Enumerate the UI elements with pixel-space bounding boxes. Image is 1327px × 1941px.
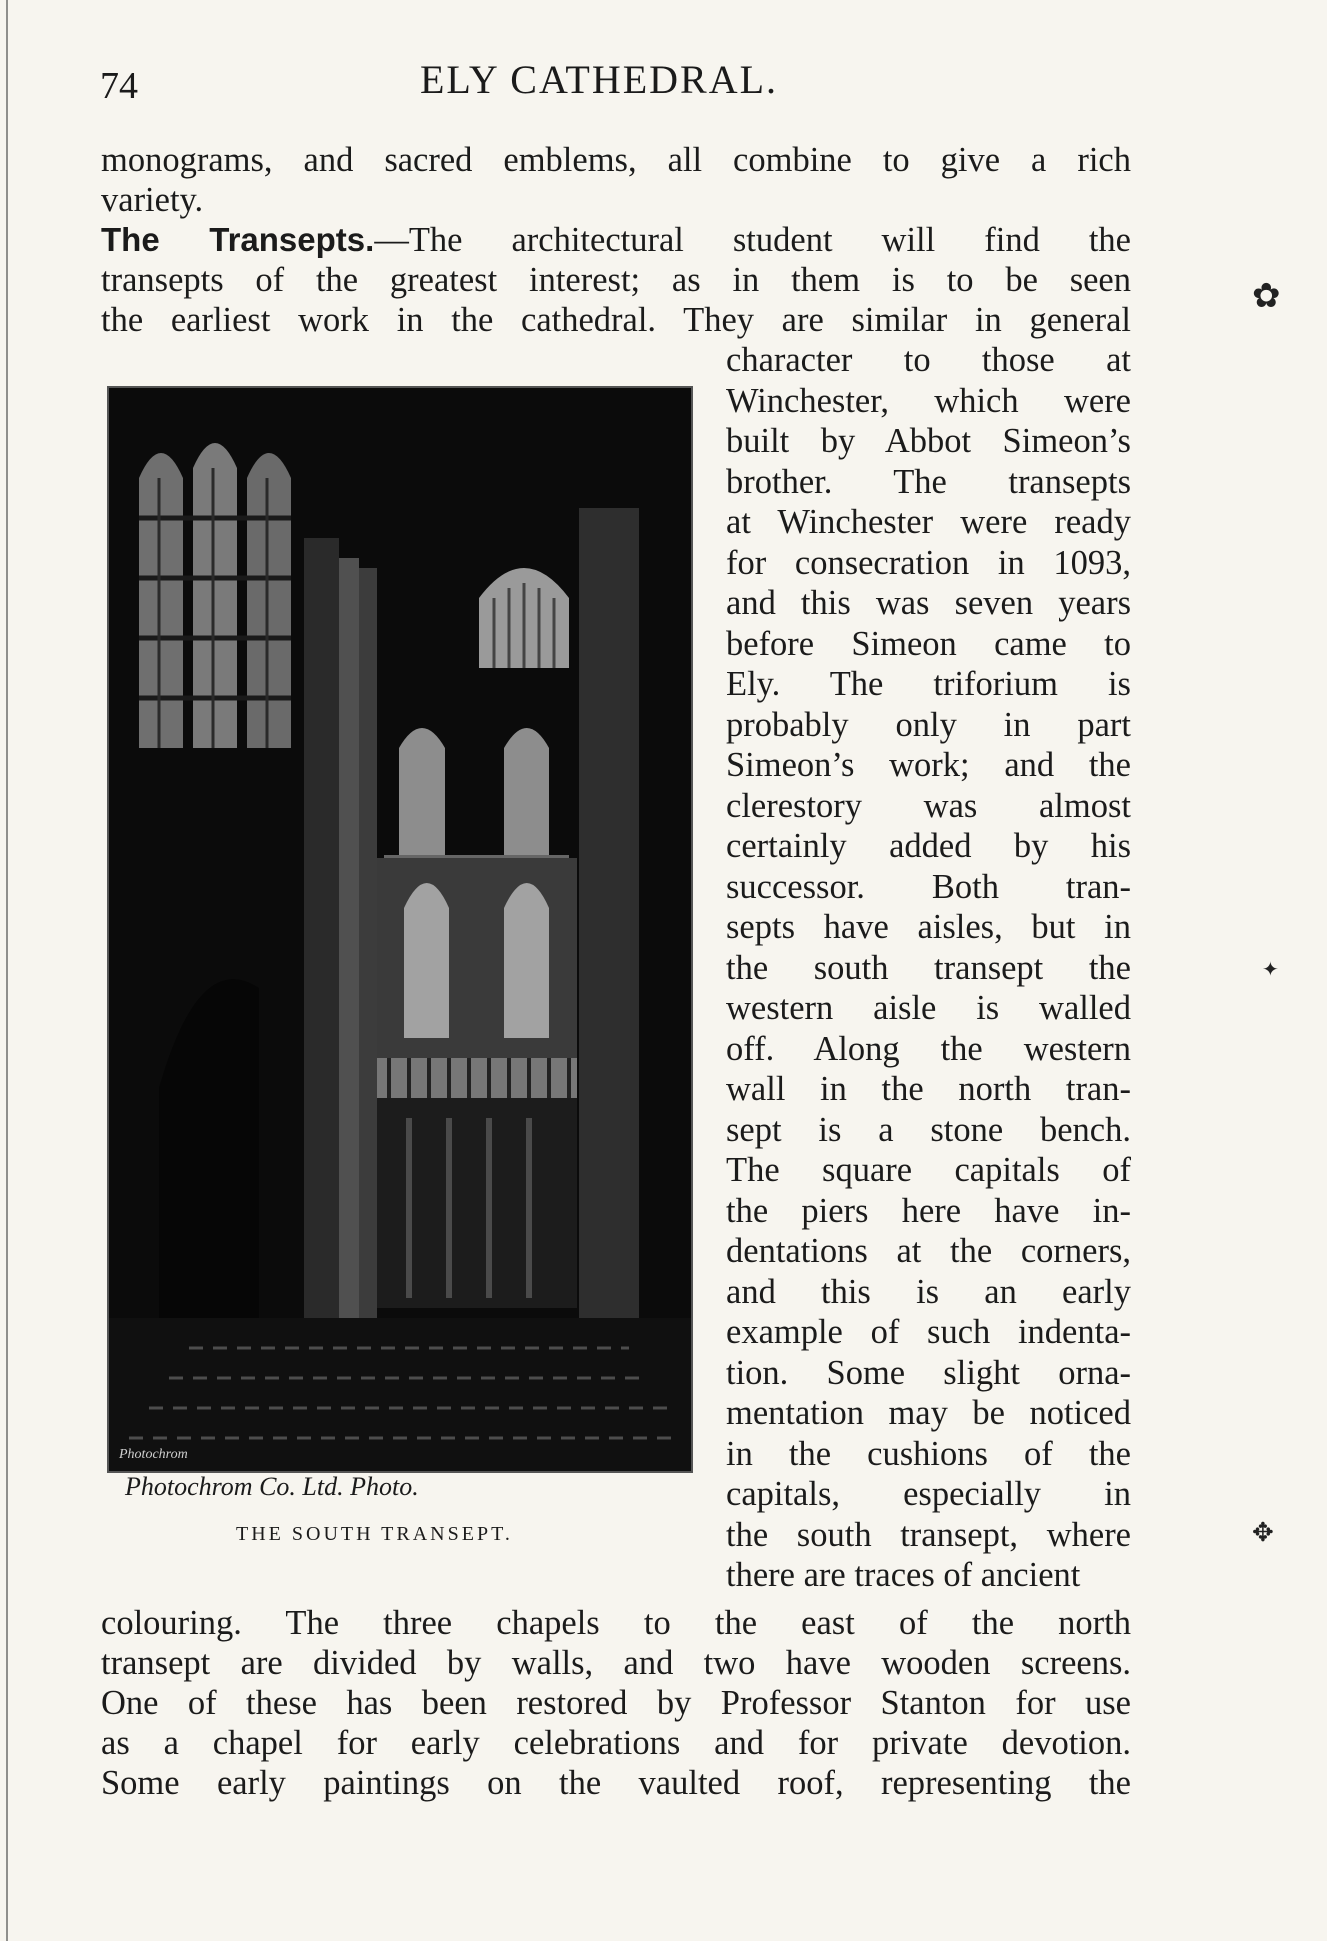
column-text-line: The square capitals of: [726, 1151, 1131, 1189]
photo-credit: Photochrom Co. Ltd. Photo.: [125, 1472, 419, 1501]
column-text-line: mentation may be noticed: [726, 1394, 1131, 1432]
column-text-line: sept is a stone bench.: [726, 1110, 1131, 1149]
column-text-line: example of such indenta-: [726, 1313, 1131, 1351]
column-text-line: the piers here have in-: [726, 1191, 1131, 1230]
page-edge: [6, 0, 8, 1941]
figure-caption: THE SOUTH TRANSEPT.: [236, 1523, 513, 1545]
margin-speck-icon: ✥: [1252, 1518, 1274, 1547]
column-text-line: and this was seven years: [726, 584, 1131, 622]
column-text-line: western aisle is walled: [726, 989, 1131, 1027]
running-title: ELY CATHEDRAL.: [420, 57, 779, 102]
section-heading: The Transepts.: [101, 221, 375, 258]
column-text-line: tion. Some slight orna-: [726, 1353, 1131, 1392]
column-text-line: septs have aisles, but in: [726, 908, 1131, 946]
column-text-line: at Winchester were ready: [726, 503, 1131, 541]
column-text-line: character to those at: [726, 341, 1131, 379]
column-text-line: Ely. The triforium is: [726, 665, 1131, 703]
page-header: [0, 56, 1327, 116]
column-text-line: Winchester, which were: [726, 381, 1131, 420]
text-line: transepts of the greatest interest; as in them is to be seen: [101, 261, 1131, 299]
column-text-line: Simeon’s work; and the: [726, 746, 1131, 784]
text-line: variety.: [101, 181, 204, 219]
column-text-line: in the cushions of the: [726, 1434, 1131, 1473]
stained-glass-window-icon: [139, 443, 291, 748]
section-line: [101, 220, 1131, 260]
upper-window-icon: [479, 568, 569, 668]
text-line: One of these has been restored by Professor Stanton for use: [101, 1684, 1131, 1722]
column-text-line: for consecration in 1093,: [726, 543, 1131, 582]
column-text-line: successor. Both tran-: [726, 867, 1131, 906]
margin-speck-icon: ✦: [1262, 959, 1279, 981]
column-text-line: capitals, especially in: [726, 1475, 1131, 1513]
column-text-line: brother. The transepts: [726, 462, 1131, 501]
text-line: Some early paintings on the vaulted roof, representing the: [101, 1764, 1131, 1802]
text-line: colouring. The three chapels to the east of the north: [101, 1604, 1131, 1642]
column-text-line: probably only in part: [726, 705, 1131, 744]
column-text-line: built by Abbot Simeon’s: [726, 422, 1131, 460]
section-first-line: —The architectural student will find the: [374, 221, 1131, 259]
column-text-line: and this is an early: [726, 1272, 1131, 1311]
column-text-line: the south transept the: [726, 948, 1131, 987]
column-text-line: wall in the north tran-: [726, 1070, 1131, 1108]
column-text-line: before Simeon came to: [726, 624, 1131, 663]
plate-photograph: [107, 386, 693, 1473]
triforium-arches-icon: [377, 858, 577, 1058]
text-line: as a chapel for early celebrations and for private devotion.: [101, 1724, 1131, 1762]
column-text-line: off. Along the western: [726, 1029, 1131, 1068]
arcade-screen-icon: [377, 1058, 577, 1308]
text-line: transept are divided by walls, and two have wooden screens.: [101, 1644, 1131, 1682]
column-text-line: dentations at the corners,: [726, 1232, 1131, 1270]
text-line: monograms, and sacred emblems, all combine to give a rich: [101, 141, 1131, 179]
column-text-line: there are traces of ancient: [726, 1556, 1081, 1594]
floor-chairs-icon: [109, 1318, 691, 1471]
column-text-line: the south transept, where: [726, 1515, 1131, 1554]
plate-mark: Photochrom: [119, 1447, 188, 1462]
text-line: the earliest work in the cathedral. They are similar in general: [101, 301, 1131, 339]
column-text-line: clerestory was almost: [726, 786, 1131, 825]
south-transept-photo: [109, 388, 691, 1471]
page-number: 74: [100, 65, 138, 107]
column-text-line: certainly added by his: [726, 827, 1131, 865]
margin-speck-icon: ✿: [1252, 278, 1281, 315]
